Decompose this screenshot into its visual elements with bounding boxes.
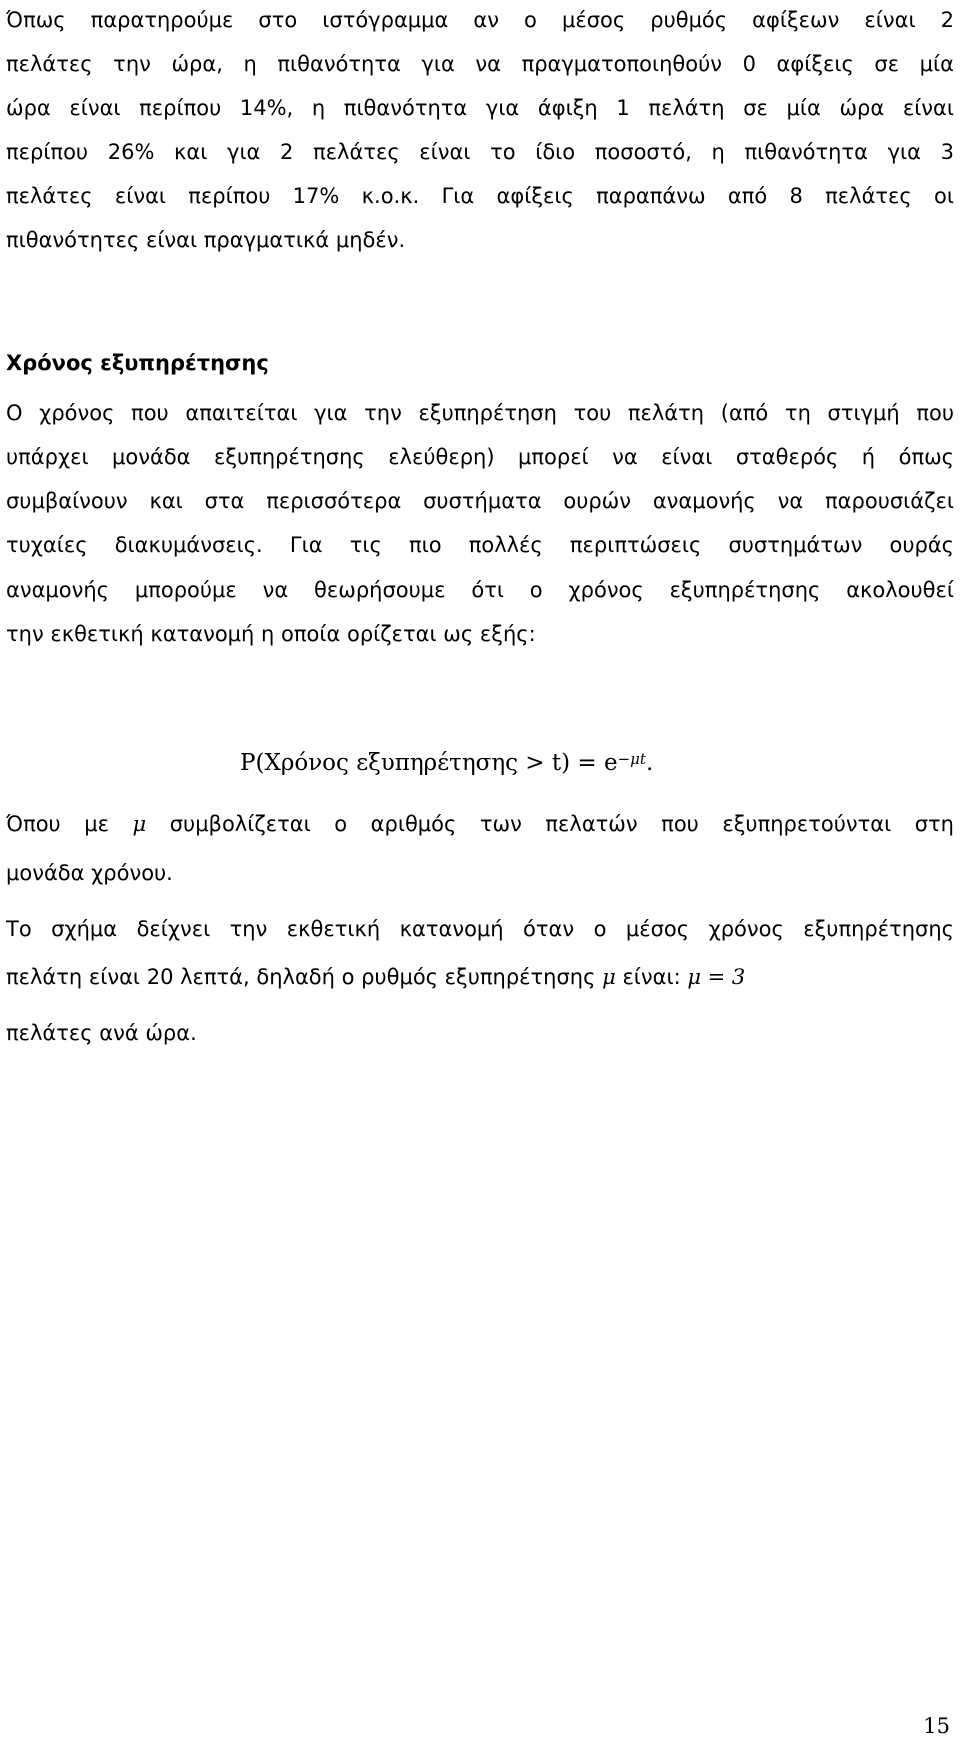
paragraph3-line2-start: πελάτη είναι 20 λεπτά, δηλαδή ο ρυθμός εξυπηρέτησης: [6, 965, 603, 989]
paragraph2-line1-end: συμβολίζεται ο αριθμός των πελατών που εξυπηρετούνται στη: [146, 812, 954, 836]
formula-lhs: P(Χρόνος εξυπηρέτησης > t) = e: [240, 750, 618, 776]
paragraph1-line-6: πιθανότητες είναι πραγματικά μηδέν.: [6, 228, 406, 252]
page-number: 15: [923, 1714, 950, 1738]
section-line-4: τυχαίες διακυμάνσεις. Για τις πιο πολλές περιπτώσεις συστημάτων ουράς: [6, 533, 954, 557]
section-line-5: αναμονής μπορούμε να θεωρήσουμε ότι ο χρόνος εξυπηρέτησης ακολουθεί: [6, 578, 954, 602]
section-line-6: την εκθετική κατανομή η οποία ορίζεται ως εξής:: [6, 622, 536, 646]
section-line-1: Ο χρόνος που απαιτείται για την εξυπηρέτηση του πελάτη (από τη στιγμή που: [6, 401, 954, 425]
paragraph2-line1-start: Όπου με: [6, 812, 133, 836]
paragraph3-line-3: πελάτες ανά ώρα.: [6, 1021, 197, 1045]
formula-exponent: −μt: [617, 750, 646, 768]
paragraph1-line-5: πελάτες είναι περίπου 17% κ.ο.κ. Για αφίξεις παραπάνω από 8 πελάτες οι: [6, 184, 954, 208]
paragraph1-line-1: Όπως παρατηρούμε στο ιστόγραμμα αν ο μέσος ρυθμός αφίξεων είναι 2: [6, 8, 954, 32]
rate-expression: μ = 3: [687, 965, 746, 989]
paragraph1-line-3: ώρα είναι περίπου 14%, η πιθανότητα για άφιξη 1 πελάτη σε μία ώρα είναι: [6, 96, 954, 120]
section-line-2: υπάρχει μονάδα εξυπηρέτησης ελεύθερη) μπορεί να είναι σταθερός ή όπως: [6, 445, 954, 469]
paragraph2-line-1: [6, 811, 954, 837]
formula-end: .: [645, 750, 654, 776]
paragraph2-line-2: μονάδα χρόνου.: [6, 861, 173, 885]
paragraph1-line-2: πελάτες την ώρα, η πιθανότητα για να πραγματοποιηθούν 0 αφίξεις σε μία: [6, 52, 954, 76]
mu-symbol: μ: [602, 965, 616, 989]
paragraph1-line-4: περίπου 26% και για 2 πελάτες είναι το ίδιο ποσοστό, η πιθανότητα για 3: [6, 140, 954, 164]
exponential-formula: [240, 748, 653, 780]
paragraph3-line-2: [6, 964, 954, 990]
mu-symbol: μ: [132, 812, 147, 836]
section-line-3: συμβαίνουν και στα περισσότερα συστήματα ουρών αναμονής να παρουσιάζει: [6, 489, 954, 513]
paragraph3-line2-mid: είναι:: [615, 965, 688, 989]
section-heading: Χρόνος εξυπηρέτησης: [6, 351, 269, 375]
paragraph3-line-1: Το σχήμα δείχνει την εκθετική κατανομή όταν ο μέσος χρόνος εξυπηρέτησης: [6, 917, 954, 941]
